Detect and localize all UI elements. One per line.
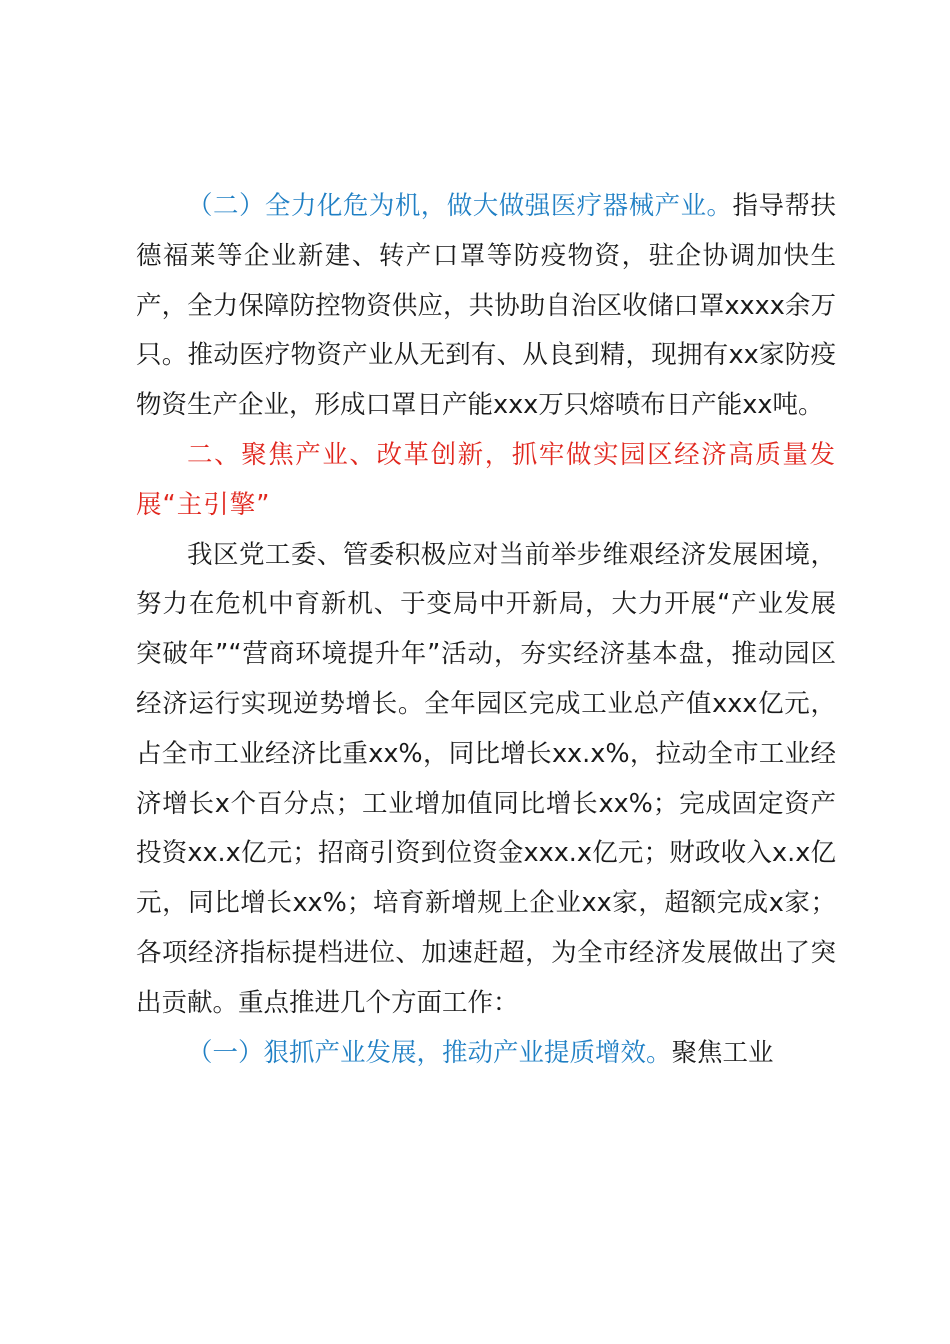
paragraph-industry-development-body: 聚焦工业 bbox=[671, 1037, 774, 1068]
paragraph-medical-devices bbox=[136, 182, 836, 431]
subheading-medical-devices: （二）全力化危为机，做大做强医疗器械产业。 bbox=[187, 191, 733, 221]
subheading-industry-development: （一）狠抓产业发展，推动产业提质增效。 bbox=[187, 1037, 672, 1068]
paragraph-medical-devices-body: 指导帮扶德福莱等企业新建、转产口罩等防疫物资，驻企协调加快生产，全力保障防控物资供应，共协助自治区收储口罩xxxx余万只。推动医疗物资产业从无到有、从良到精，现拥有xx家防疫物资生产企业，形成口罩日产能xxx万只熔喷布日产能xx吨。 bbox=[136, 191, 836, 421]
document-page bbox=[136, 182, 836, 1078]
paragraph-economy-overview: 我区党工委、管委积极应对当前举步维艰经济发展困境，努力在危机中育新机、于变局中开新局，大力开展“产业发展突破年”“营商环境提升年”活动，夯实经济基本盘，推动园区经济运行实现逆势增长。全年园区完成工业总产值xxx亿元，占全市工业经济比重xx%，同比增长xx.x%，拉动全市工业经济增长x个百分点；工业增加值同比增长xx%；完成固定资产投资xx.x亿元；招商引资到位资金xxx.x亿元；财政收入x.x亿元，同比增长xx%；培育新增规上企业xx家，超额完成x家；各项经济指标提档进位、加速赶超，为全市经济发展做出了突出贡献。重点推进几个方面工作： bbox=[136, 539, 836, 1018]
section-title-two: 二、聚焦产业、改革创新，抓牢做实园区经济高质量发展“主引擎” bbox=[136, 439, 836, 520]
paragraph-industry-development bbox=[136, 1029, 836, 1079]
